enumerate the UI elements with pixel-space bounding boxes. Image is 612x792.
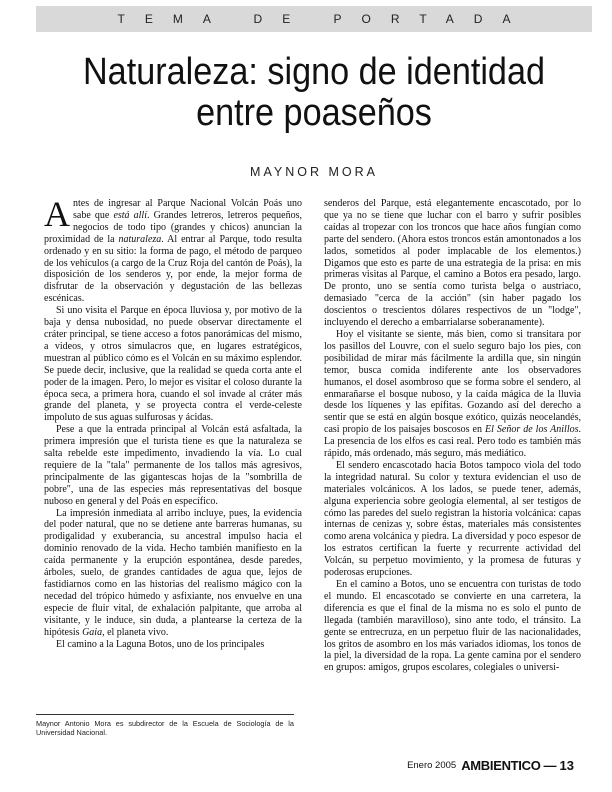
paragraph: Antes de ingresar al Parque Nacional Volcán Poás uno sabe que está allí. Grandes letreros, letreros pequeños, negocios de todo tipo (grandes y chicos) anuncian la proximidad de la naturaleza. Al entrar al Parque, todo resulta ordenado y en su sitio: la forma de pago, el método de parqueo de los vehículos (a cargo de la Cruz Roja del cantón de Poás), la disposición de los senderos y, por ende, la mejor forma de disfrutar de la observación y degustación de las bellezas escénicas. xyxy=(44,194,302,305)
author-footnote: Maynor Antonio Mora es subdirector de la Escuela de Sociología de la Universidad Nacional. xyxy=(36,719,294,737)
paragraph: Hoy el visitante se siente, más bien, como si transitara por los pasillos del Louvre, con el suelo seguro bajo los pies, con posibilidad de mirar más fácilmente la ardilla que, sin ningún temor, busca comida indiferente ante los observadores humanos, el dosel asombroso que se forma sobre el sendero, al enmarañarse el bosque nuboso, y la caída mágica de la lluvia desde los líquenes y las epífitas. Gozando así del derecho a sentir que se está en algún bosque exótico, quizás neocelandés, casi propio de los paisajes boscosos en El Señor de los Anillos. La presencia de los elfos es casi real. Pero todo es también más rápido, más ordenado, más seguro, más mediático. xyxy=(324,328,581,460)
left-column xyxy=(44,194,302,650)
issue-date: Enero 2005 xyxy=(407,760,457,771)
footnote-rule xyxy=(36,714,294,715)
paragraph: En el camino a Botos, uno se encuentra con turistas de todo el mundo. El encascotado se convierte en una carretera, la diferencia es que el final de la misma no es solo el punto de llegada (también maravilloso), sino ante todo, el tránsito. La gente se entrecruza, en un perpetuo fluir de las nacionalidades, los gritos de asombro en los más variados idiomas, los tonos de la piel, la diversidad de la ropa. La gente camina por el sendero en grupos: amigos, grupos escolares, colegiales o universi- xyxy=(324,579,581,674)
magazine-logo: AMBIENTICO xyxy=(461,758,541,773)
page-number: 13 xyxy=(559,758,574,773)
page-separator: — xyxy=(543,758,557,773)
section-label: TEMA DE PORTADA xyxy=(117,12,531,26)
paragraph: El sendero encascotado hacia Botos tampoco viola del todo la integridad natural. Su color y textura evidencian el uso de materiales volcánicos. A los lados, se puede tener, además, alguna experiencia sobre geología elemental, al ser testigos de cómo las paredes del suelo registran la historia volcánica: capas internas de cenizas y, sobre éstas, materiales más consistentes como arena volcánica y piedra. La diversidad y poco espesor de los estratos certifican la fuerte y recurrente actividad del Volcán, su perpetuo movimiento, y la promesa de futuras y poderosas erupciones. xyxy=(324,459,581,579)
paragraph: Pese a que la entrada principal al Volcán está asfaltada, la primera impresión que el turista tiene es que la naturaleza se salta rebelde este impedimento, invadiendo la vía. Lo cual requiere de la "tala" permanente de los tallos más agresivos, principalmente de las gigantescas hojas de la "sombrilla de pobre", una de las especies más representativas del bosque nuboso en general y del Poás en específico. xyxy=(44,424,302,507)
title-line-2: entre poaseños xyxy=(196,92,432,134)
paragraph: La impresión inmediata al arribo incluye, pues, la evidencia del poder natural, que no se detiene ante barreras humanas, su prodigalidad y exuberancia, su ancestral impulso hacia el dominio renovado de la vida. Hecho también manifiesto en la caída permanente y la erupción espontánea, desde paredes, árboles, suelo, de grandes cantidades de agua que, lejos de fastidiarnos como en las historias del realismo mágico con la necedad del trópico húmedo y asfixiante, nos envuelve en una especie de fluir vital, de exhalación palpitante, que arroba al visitante, y le induce, sin duda, a plantearse la certeza de la hipótesis Gaia, el planeta vivo. xyxy=(44,507,302,638)
paragraph: Si uno visita el Parque en época lluviosa y, por motivo de la baja y densa nubosidad, no puede observar directamente el cráter principal, se tiene acceso a fotos panorámicas del mismo, a videos, y otros simulacros que, en lugares estratégicos, muestran al público cómo es el Volcán en su máximo esplendor. Se puede decir, inclusive, que la realidad se queda corta ante el poder de la imagen. Pero, lo mejor es visitar el coloso durante la época seca, a primera hora, cuando el sol invade al cráter más grande del planeta, y se proyecta contra el verde-celeste impoluto de sus aguas sulfurosas y ácidas. xyxy=(44,305,302,424)
drop-cap: A xyxy=(44,194,70,234)
paragraph: El camino a la Laguna Botos, uno de los principales xyxy=(56,638,265,650)
paragraph: senderos del Parque, está elegantemente encascotado, por lo que ya no se tiene que luchar con el barro y sufrir posibles caídas al tropezar con los troncos que hace años fungían como parte del sendero. (Ahora estos troncos están amontonados a los lados, sometidos al poder implacable de los elementos.) Digamos que esto es parte de una estrategia de la prisa: en mis primeras visitas al Parque, el camino a Botos era pesado, largo. De pronto, uno se sentía como turista belga o austriaco, demasiado "cerca de la acción" (sin haber pagado los doscientos o trescientos dólares respectivos de un "lodge", incluyendo el derecho a embarrialarse soberanamente). xyxy=(324,198,581,329)
page-footer xyxy=(407,758,574,773)
section-header-bar xyxy=(36,6,592,32)
article-title xyxy=(64,52,564,134)
title-line-1: Naturaleza: signo de identidad xyxy=(82,51,546,93)
author-byline: MAYNOR MORA xyxy=(250,165,378,179)
right-column xyxy=(324,198,581,674)
